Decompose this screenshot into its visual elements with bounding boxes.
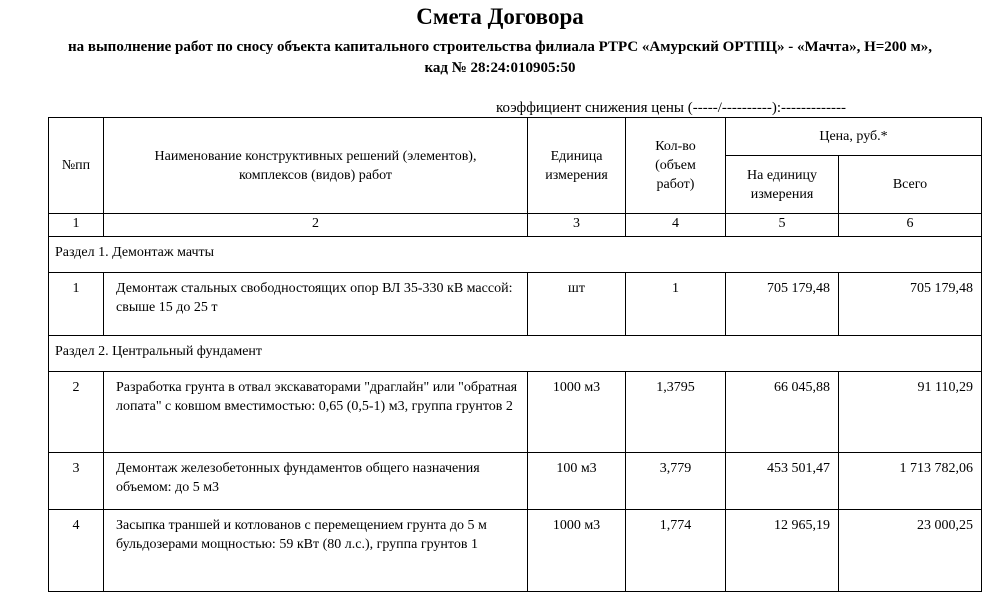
section-title: Раздел 1. Демонтаж мачты: [49, 237, 982, 273]
row-name: Демонтаж железобетонных фундаментов общего назначения объемом: до 5 м3: [104, 453, 528, 510]
column-numbers-row: [49, 214, 982, 237]
header-price-total: Всего: [839, 156, 982, 214]
table-row: [49, 453, 982, 510]
price-reduction-coefficient: коэффициент снижения цены (-----/----------):-------------: [496, 100, 846, 116]
header-unit: Единица измерения: [528, 118, 626, 214]
row-num: 1: [49, 273, 104, 336]
row-total: 1 713 782,06: [839, 453, 982, 510]
estimate-table: [48, 117, 982, 592]
row-price-unit: 66 045,88: [726, 372, 839, 453]
table-row: [49, 372, 982, 453]
header-qty: Кол-во (объем работ): [626, 118, 726, 214]
row-total: 23 000,25: [839, 510, 982, 592]
row-num: 2: [49, 372, 104, 453]
column-number: 5: [726, 214, 839, 237]
column-number: 3: [528, 214, 626, 237]
header-price: Цена, руб.*: [726, 118, 982, 156]
row-name: Демонтаж стальных свободностоящих опор ВЛ 35-330 кВ массой: свыше 15 до 25 т: [104, 273, 528, 336]
header-row: [49, 118, 982, 156]
row-price-unit: 12 965,19: [726, 510, 839, 592]
row-qty: 1: [626, 273, 726, 336]
row-qty: 3,779: [626, 453, 726, 510]
row-unit: 1000 м3: [528, 372, 626, 453]
row-price-unit: 705 179,48: [726, 273, 839, 336]
header-name: Наименование конструктивных решений (элементов), комплексов (видов) работ: [104, 118, 528, 214]
table-row: [49, 510, 982, 592]
row-qty: 1,3795: [626, 372, 726, 453]
column-number: 2: [104, 214, 528, 237]
header-price-unit: На единицу измерения: [726, 156, 839, 214]
row-total: 91 110,29: [839, 372, 982, 453]
row-unit: 100 м3: [528, 453, 626, 510]
row-qty: 1,774: [626, 510, 726, 592]
row-total: 705 179,48: [839, 273, 982, 336]
row-unit: 1000 м3: [528, 510, 626, 592]
row-num: 4: [49, 510, 104, 592]
column-number: 4: [626, 214, 726, 237]
row-num: 3: [49, 453, 104, 510]
section-row: [49, 237, 982, 273]
column-number: 6: [839, 214, 982, 237]
document-subtitle: на выполнение работ по сносу объекта капитального строительства филиала РТРС «Амурский ОРТПЦ» - «Мачта», Н=200 м», кад № 28:24:010905:50: [67, 39, 933, 76]
document-title: Смета Договора: [416, 4, 584, 29]
row-price-unit: 453 501,47: [726, 453, 839, 510]
row-unit: шт: [528, 273, 626, 336]
header-num: №пп: [49, 118, 104, 214]
row-name: Засыпка траншей и котлованов с перемещением грунта до 5 м бульдозерами мощностью: 59 кВт (80 л.с.), группа грунтов 1: [104, 510, 528, 592]
table-row: [49, 273, 982, 336]
section-title: Раздел 2. Центральный фундамент: [49, 336, 982, 372]
row-name: Разработка грунта в отвал экскаваторами "драглайн" или "обратная лопата" с ковшом вместимостью: 0,65 (0,5-1) м3, группа грунтов 2: [104, 372, 528, 453]
column-number: 1: [49, 214, 104, 237]
section-row: [49, 336, 982, 372]
